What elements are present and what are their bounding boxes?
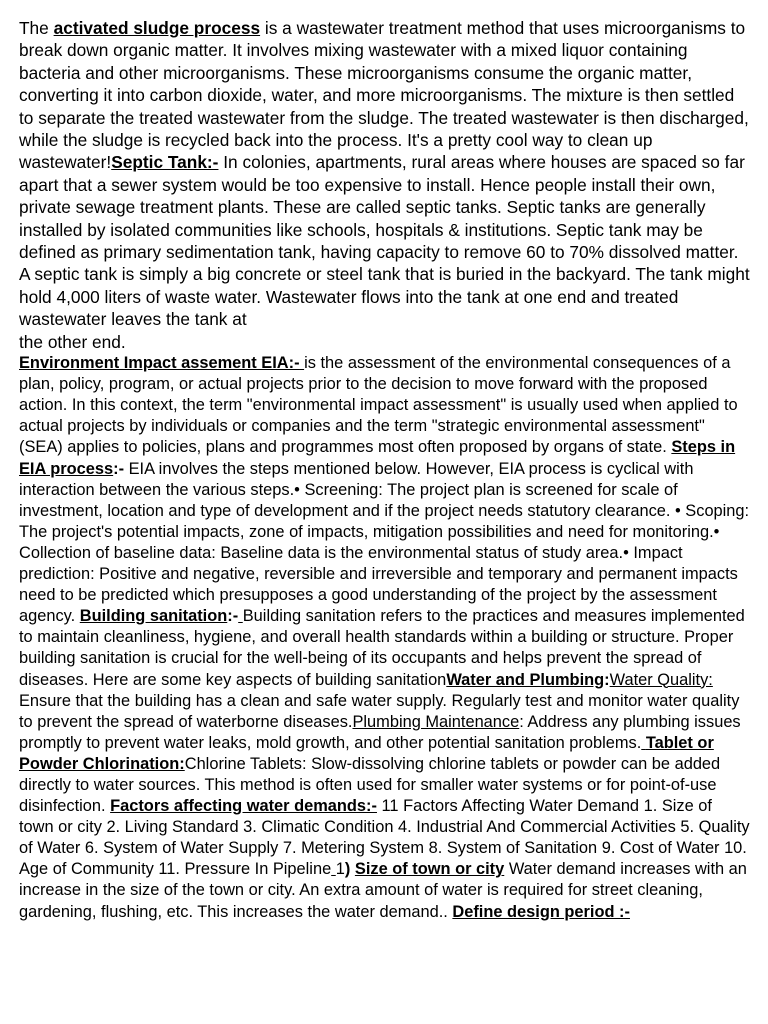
chlorination-body: Chlorine Tablets: Slow-dissolving chlorine tablets or powder can be added directly to water sources. This method is often used for smaller water systems or for point-of-use disinfection. — [19, 754, 721, 816]
water-plumbing-suffix: : — [604, 670, 610, 689]
factors-paren: ) — [344, 860, 351, 879]
heading-size-of-town: Size of town or city — [354, 860, 505, 879]
plumbing-maintenance-body: : Address any plumbing issues promptly to prevent water leaks, mold growth, and other potential sanitation problems. — [19, 712, 741, 752]
plumbing-maintenance-label: Plumbing Maintenance — [352, 712, 520, 731]
heading-water-plumbing: Water and Plumbing — [446, 670, 605, 689]
intro-body: is a wastewater treatment method that uses microorganisms to break down organic matter. It involves mixing wastewater with a mixed liquor containing bacteria and other microorganisms. These microorganisms consume the organic matter, converting it into carbon dioxide, water, and more microorganisms. The mixture is then settled to separate the treated wastewater from the sludge. The treated wastewater is then discharged, while the sludge is recycled back into the process. It's a pretty cool way to clean up wastewater! — [19, 18, 749, 173]
septic-tail: the other end. — [19, 331, 126, 352]
heading-chlorination: Tablet or Powder Chlorination: — [19, 733, 714, 773]
steps-body: EIA involves the steps mentioned below. However, EIA process is cyclical with interaction between the various steps.• Screening: The project plan is screened for scale of investment, location and type of development and if the project needs statutory clearance. • Scoping: The project's potential impacts, zone of impacts, mitigation possibilities and need for monitoring.• Collection of baseline data: Baseline data is the environmental status of study area.• Impact prediction: Positive and negative, reversible and irreversible and temporary and permanent impacts need to be predicted which presupposes a good understanding of the project by the assessment agency. — [19, 459, 750, 626]
heading-steps-eia: Steps in EIA process — [19, 438, 736, 478]
heading-septic-tank: Septic Tank:- — [111, 152, 219, 173]
factors-num: 1 — [335, 860, 345, 879]
water-quality-label: Water Quality: — [609, 670, 713, 689]
paragraph-sludge-septic — [19, 17, 750, 353]
heading-factors-water-demand: Factors affecting water demands:- — [110, 797, 377, 816]
eia-body: is the assessment of the environmental consequences of a plan, policy, program, or actual projects prior to the decision to move forward with the proposed action. In this context, the term "environmental impact assessment" is usually used when applied to actual projects by individuals or companies and the term "strategic environmental assessment" (SEA) applies to policies, plans and programmes most often proposed by organs of state. — [19, 354, 738, 457]
size-body: Water demand increases with an increase in the size of the town or city. An extra amount of water is required for street cleaning, gardening, flushing, etc. This increases the water demand.. — [19, 860, 747, 921]
heading-building-sanitation: Building sanitation — [79, 607, 228, 626]
factors-body: 11 Factors Affecting Water Demand 1. Size of town or city 2. Living Standard 3. Climatic Condition 4. Industrial And Commercial Activities 5. Quality of Water 6. System of Water Supply 7. Metering System 8. System of Sanitation 9. Cost of Water 10. Age of Community 11. Pressure In Pipeline — [19, 797, 750, 879]
building-body: Building sanitation refers to the practices and measures implemented to maintain cleanliness, hygiene, and overall health standards within a building or structure. Proper building sanitation is crucial for the well-being of its occupants and helps prevent the spread of diseases. Here are some key aspects of building sanitation — [19, 607, 745, 689]
heading-activated-sludge: activated sludge process — [53, 18, 261, 38]
septic-body: In colonies, apartments, rural areas where houses are spaced so far apart that a sewer system would be too expensive to install. Hence people install their own, private sewage treatment plants. These are called septic tanks. Septic tanks are generally installed by isolated communities like schools, hospitals & institutions. Septic tank may be defined as primary sedimentation tank, having capacity to remove 60 to 70% dissolved matter. A septic tank is simply a big concrete or steel tank that is buried in the backyard. The tank might hold 4,000 liters of waste water. Wastewater flows into the tank at one end and treated wastewater leaves the tank at — [19, 152, 750, 330]
building-suffix: :- — [227, 607, 239, 626]
intro-lead: The — [19, 18, 54, 38]
heading-eia: Environment Impact assement EIA:- — [19, 354, 300, 373]
paragraph-eia-and-more — [19, 353, 750, 923]
heading-design-period: Define design period :- — [452, 902, 630, 921]
steps-suffix: :- — [113, 459, 125, 478]
water-quality-body: Ensure that the building has a clean and safe water supply. Regularly test and monitor water quality to prevent the spread of waterborne diseases. — [19, 691, 740, 731]
